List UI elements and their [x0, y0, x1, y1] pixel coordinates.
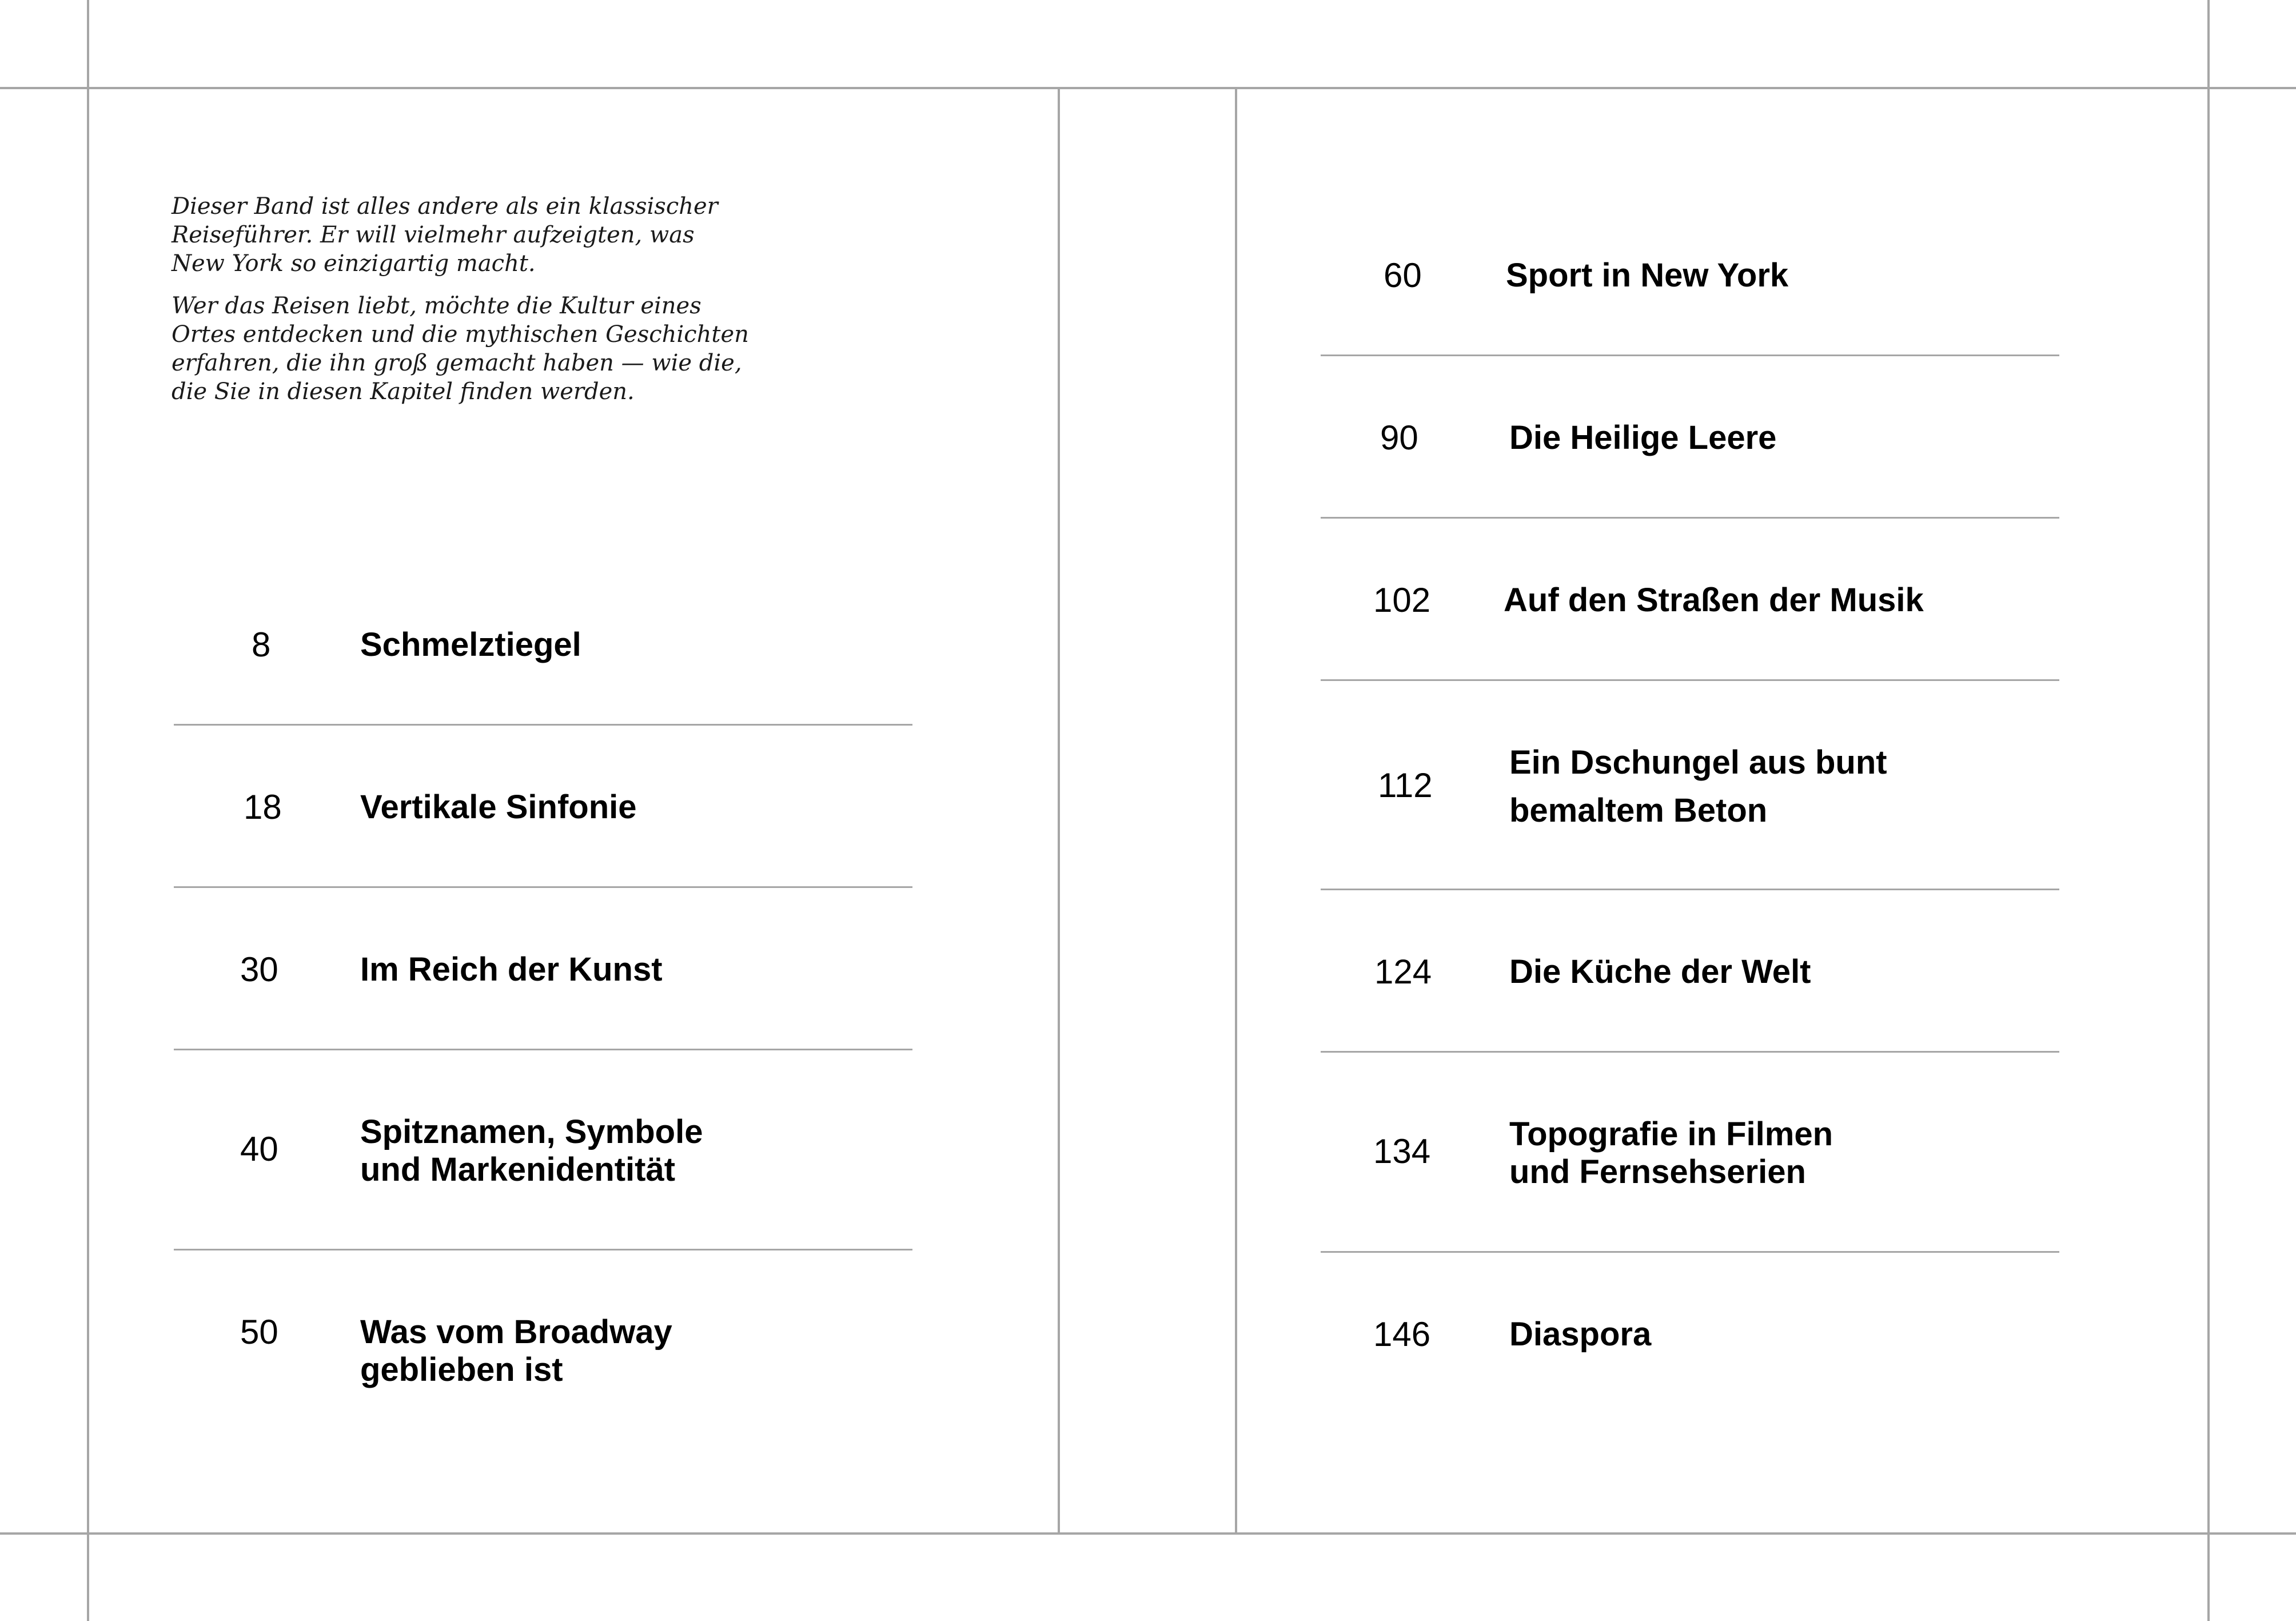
toc-page-number: 8 — [252, 626, 271, 664]
toc-chapter-title-line-2: geblieben ist — [360, 1351, 563, 1388]
toc-page-number: 102 — [1373, 581, 1431, 619]
toc-divider — [1321, 517, 2059, 519]
toc-page-number: 18 — [244, 788, 282, 826]
toc-chapter-title-line-2: bemaltem Beton — [1509, 792, 1768, 829]
toc-page-number: 60 — [1384, 256, 1422, 294]
toc-divider — [174, 1249, 912, 1250]
toc-page-number: 134 — [1373, 1132, 1431, 1170]
toc-page-number: 146 — [1373, 1315, 1431, 1353]
crop-line-right — [2207, 0, 2210, 1621]
toc-chapter-title-line-1: Spitznamen, Symbole — [360, 1113, 703, 1150]
intro-paragraph-1: Dieser Band ist alles andere als ein klassischer Reiseführer. Er will vielmehr aufzeigten, was New York so einzigartig macht. — [172, 193, 718, 277]
crop-line-left — [87, 0, 89, 1621]
toc-chapter-title: Die Heilige Leere — [1509, 419, 1777, 456]
crop-line-top — [0, 87, 2296, 89]
toc-page-number: 40 — [240, 1130, 278, 1168]
toc-divider — [174, 724, 912, 726]
toc-page-number: 112 — [1378, 766, 1433, 804]
toc-divider — [174, 886, 912, 888]
toc-chapter-title-line-1: Topografie in Filmen — [1509, 1116, 1833, 1153]
toc-chapter-title: Schmelztiegel — [360, 626, 581, 663]
toc-chapter-title: Im Reich der Kunst — [360, 951, 663, 988]
toc-chapter-title: Auf den Straßen der Musik — [1504, 582, 1924, 619]
toc-divider — [1321, 355, 2059, 356]
toc-chapter-title: Sport in New York — [1506, 257, 1789, 294]
toc-page-number: 50 — [240, 1313, 278, 1351]
toc-divider — [1321, 679, 2059, 681]
toc-chapter-title-line-1: Ein Dschungel aus bunt — [1509, 744, 1887, 781]
toc-chapter-title: Diaspora — [1509, 1316, 1652, 1353]
toc-chapter-title-line-2: und Markenidentität — [360, 1151, 676, 1188]
intro-text — [172, 192, 749, 420]
crop-line-bottom — [0, 1532, 2296, 1535]
toc-divider — [1321, 1051, 2059, 1053]
toc-chapter-title-line-1: Was vom Broadway — [360, 1313, 672, 1351]
toc-chapter-title-line-2: und Fernsehserien — [1509, 1153, 1806, 1190]
toc-chapter-title: Die Küche der Welt — [1509, 953, 1811, 990]
toc-page-number: 90 — [1380, 419, 1418, 457]
gutter-line-left — [1058, 87, 1060, 1534]
toc-page-number: 124 — [1374, 953, 1432, 991]
toc-divider — [1321, 889, 2059, 890]
toc-page-number: 30 — [240, 950, 278, 989]
intro-paragraph-2: Wer das Reisen liebt, möchte die Kultur eines Ortes entdecken und die mythischen Geschichten erfahren, die ihn groß gemacht haben — wie die, die Sie in diesen Kapitel finden werden. — [172, 293, 749, 405]
toc-chapter-title: Vertikale Sinfonie — [360, 788, 637, 826]
toc-divider — [1321, 1251, 2059, 1253]
gutter-line-right — [1235, 87, 1237, 1534]
toc-divider — [174, 1049, 912, 1050]
